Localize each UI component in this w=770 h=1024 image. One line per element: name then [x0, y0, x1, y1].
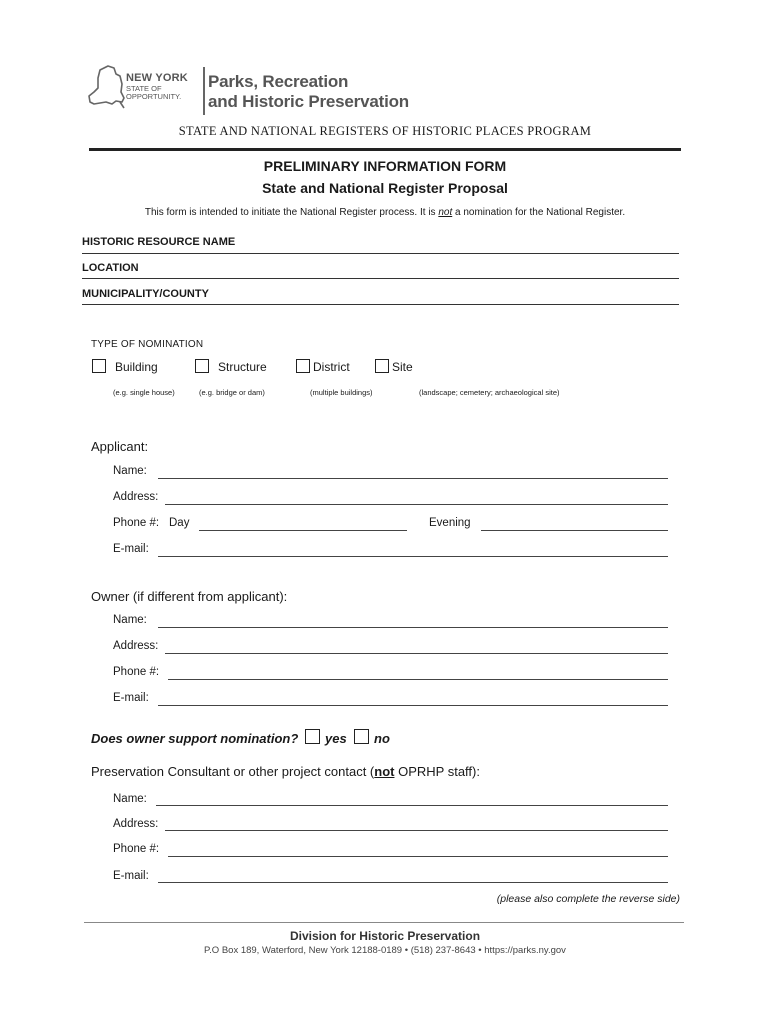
owner-address-label: Address:: [113, 640, 159, 652]
structure-hint: (e.g. bridge or dam): [199, 388, 265, 397]
division-contact: P.O Box 189, Waterford, New York 12188-0189 • (518) 237-8643 • https://parks.ny.gov: [204, 945, 566, 956]
district-label: District: [313, 360, 350, 374]
consultant-heading: [91, 764, 480, 779]
nys-parks-logo: [86, 64, 416, 120]
applicant-heading: Applicant:: [91, 439, 149, 454]
consultant-name-label: Name:: [113, 793, 147, 805]
program-title: STATE AND NATIONAL REGISTERS OF HISTORIC PLACES PROGRAM: [178, 124, 592, 138]
municipality-county-input[interactable]: [82, 304, 679, 305]
historic-resource-name-input[interactable]: [82, 253, 679, 254]
consultant-phone-input[interactable]: [168, 856, 668, 857]
logo-tagline-2: OPPORTUNITY.: [126, 92, 182, 101]
applicant-email-input[interactable]: [158, 556, 668, 557]
owner-email-input[interactable]: [158, 705, 668, 706]
consultant-phone-label: Phone #:: [113, 843, 160, 855]
consultant-address-label: Address:: [113, 818, 159, 830]
logo-divider: [203, 67, 205, 115]
applicant-email-label: E-mail:: [113, 543, 149, 555]
structure-label: Structure: [218, 360, 267, 374]
consultant-email-input[interactable]: [158, 882, 668, 883]
structure-checkbox[interactable]: [195, 359, 209, 373]
owner-address-input[interactable]: [165, 653, 668, 654]
building-checkbox[interactable]: [92, 359, 106, 373]
applicant-address-input[interactable]: [165, 504, 668, 505]
logo-tagline-1: STATE OF: [126, 84, 162, 93]
support-no-checkbox[interactable]: [354, 729, 369, 744]
logo-state-name: NEW YORK: [126, 72, 188, 84]
owner-heading: Owner (if different from applicant):: [91, 589, 288, 604]
header-rule: [89, 148, 681, 151]
support-no-label: no: [374, 731, 390, 746]
owner-email-label: E-mail:: [113, 692, 149, 704]
applicant-day-phone-input[interactable]: [199, 530, 407, 531]
consultant-email-label: E-mail:: [113, 870, 149, 882]
owner-phone-label: Phone #:: [113, 666, 160, 678]
consultant-address-input[interactable]: [165, 830, 668, 831]
intro-text: [0, 207, 770, 218]
consultant-name-input[interactable]: [156, 805, 668, 806]
support-yes-label: yes: [325, 731, 347, 746]
owner-name-input[interactable]: [158, 627, 668, 628]
district-checkbox[interactable]: [296, 359, 310, 373]
consultant-heading-emphasis: not: [374, 764, 395, 779]
consultant-heading-after: OPRHP staff):: [394, 764, 480, 779]
applicant-evening-phone-input[interactable]: [481, 530, 668, 531]
building-hint: (e.g. single house): [113, 388, 175, 397]
site-hint: (landscape; cemetery; archaeological site): [419, 388, 560, 397]
new-york-state-map-icon: [86, 64, 126, 116]
agency-name-line-1: Parks, Recreation: [208, 72, 349, 91]
intro-before: This form is intended to initiate the National Register process. It is: [144, 207, 439, 218]
consultant-heading-before: Preservation Consultant or other project contact (: [91, 764, 375, 779]
owner-phone-input[interactable]: [168, 679, 668, 680]
site-label: Site: [392, 360, 413, 374]
intro-after: a nomination for the National Register.: [452, 207, 626, 218]
applicant-address-label: Address:: [113, 491, 159, 503]
site-checkbox[interactable]: [375, 359, 389, 373]
applicant-day-label: Day: [169, 517, 190, 529]
applicant-name-input[interactable]: [158, 478, 668, 479]
division-name: Division for Historic Preservation: [289, 929, 481, 943]
agency-name-line-2: and Historic Preservation: [208, 92, 409, 111]
applicant-name-label: Name:: [113, 465, 147, 477]
district-hint: (multiple buildings): [310, 388, 373, 397]
intro-emphasis: not: [438, 207, 453, 218]
form-title: PRELIMINARY INFORMATION FORM: [263, 158, 507, 174]
owner-support-question: Does owner support nomination?: [91, 731, 299, 746]
owner-name-label: Name:: [113, 614, 147, 626]
support-yes-checkbox[interactable]: [305, 729, 320, 744]
nomination-type-heading: TYPE OF NOMINATION: [91, 339, 204, 350]
form-subtitle: State and National Register Proposal: [262, 180, 508, 196]
historic-resource-name-label: HISTORIC RESOURCE NAME: [82, 236, 236, 248]
location-label: LOCATION: [82, 262, 139, 274]
applicant-evening-label: Evening: [429, 517, 471, 529]
reverse-side-note: (please also complete the reverse side): [496, 893, 680, 905]
municipality-county-label: MUNICIPALITY/COUNTY: [82, 288, 209, 300]
applicant-phone-label: Phone #:: [113, 517, 160, 529]
location-input[interactable]: [82, 278, 679, 279]
footer-rule: [84, 922, 684, 923]
building-label: Building: [115, 360, 158, 374]
